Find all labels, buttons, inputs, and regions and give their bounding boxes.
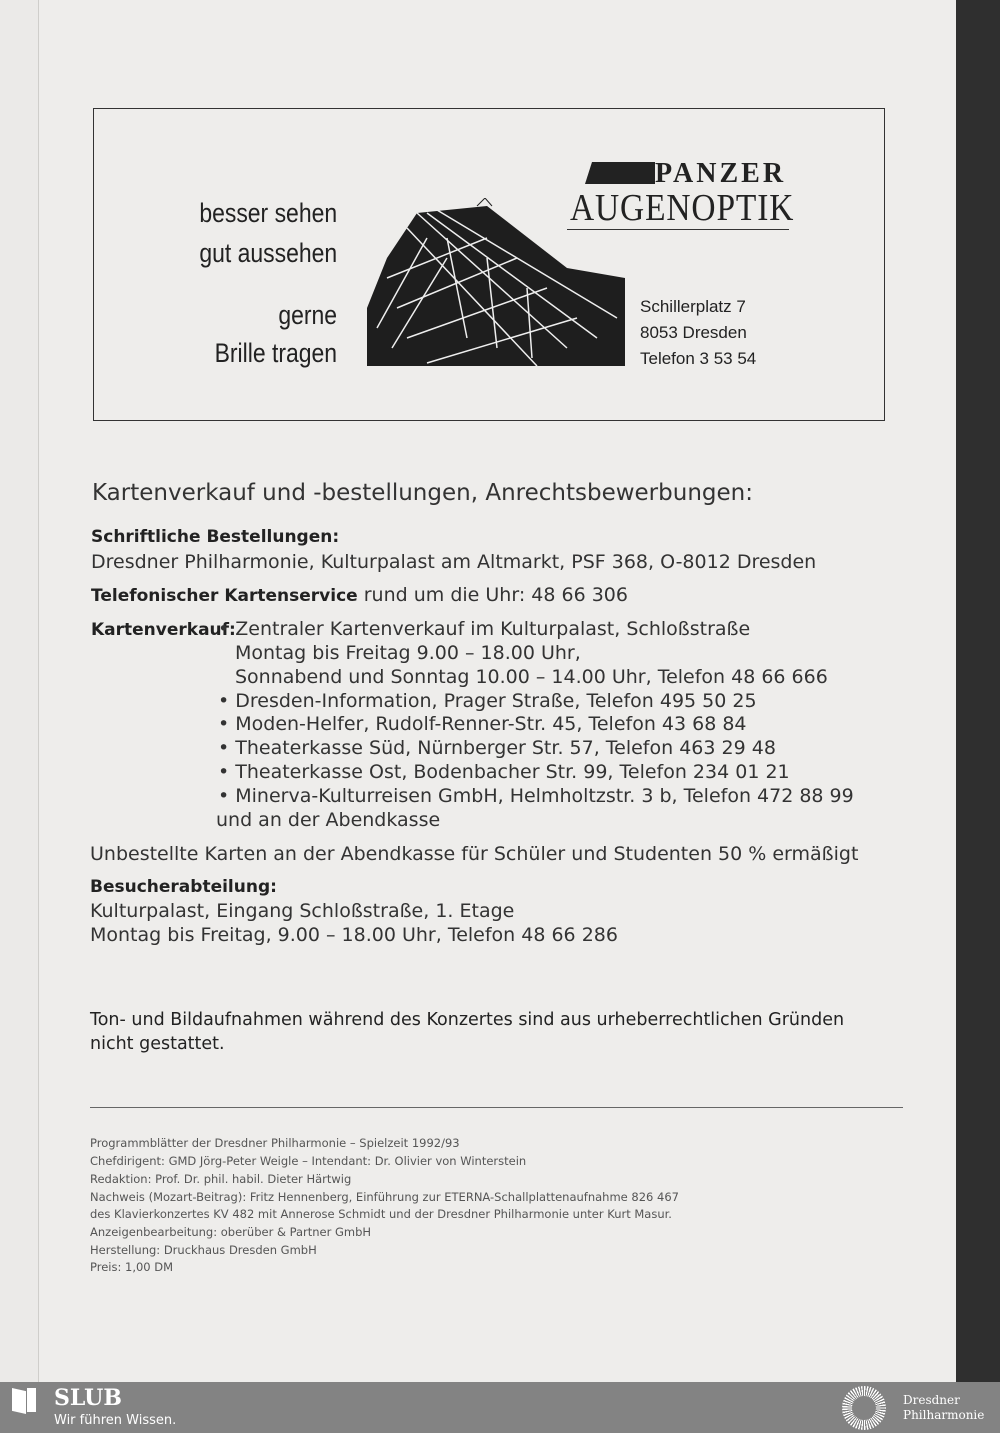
philharmonie-name[interactable]: Dresdner [903, 1393, 960, 1407]
phone-service-text: rund um die Uhr: 48 66 306 [357, 584, 628, 606]
imprint-line: des Klavierkonzertes KV 482 mit Annerose Schmidt und der Dresdner Philharmonie unter Kurt Masur. [90, 1207, 672, 1221]
brand-name-bottom: AUGENOPTIK [570, 187, 795, 229]
philharmonie-logo-icon [842, 1386, 886, 1430]
imprint-line: Herstellung: Druckhaus Dresden GmbH [90, 1243, 317, 1257]
sales-line: • Theaterkasse Süd, Nürnberger Str. 57, Telefon 463 29 48 [218, 737, 776, 759]
sales-line: • Moden-Helfer, Rudolf-Renner-Str. 45, Telefon 43 68 84 [218, 713, 747, 735]
ad-address-line: Schillerplatz 7 [640, 297, 746, 316]
ad-slogan-line: gut aussehen [199, 238, 337, 268]
imprint-line: Chefdirigent: GMD Jörg-Peter Weigle – Intendant: Dr. Olivier von Winterstein [90, 1154, 527, 1168]
sales-line: • Minerva-Kulturreisen GmbH, Helmholtzstr. 3 b, Telefon 472 88 99 [218, 785, 854, 807]
discount-note: Unbestellte Karten an der Abendkasse für Schüler und Studenten 50 % ermäßigt [90, 843, 859, 865]
divider [90, 1107, 903, 1108]
ad-slogan-line: gerne [278, 300, 337, 330]
slub-book-icon-back [27, 1388, 36, 1412]
recording-notice: Ton- und Bildaufnahmen während des Konzertes sind aus urheberrechtlichen Gründen [90, 1010, 845, 1030]
sales-label: Kartenverkauf: [91, 620, 236, 640]
sales-line: Montag bis Freitag 9.00 – 18.00 Uhr, [235, 642, 581, 664]
recording-notice: nicht gestattet. [90, 1034, 225, 1054]
phone-service [91, 584, 628, 606]
ad-slogan-line: besser sehen [199, 198, 337, 228]
sales-line: • Zentraler Kartenverkauf im Kulturpalast, Schloßstraße [218, 618, 751, 640]
visitors-line: Montag bis Freitag, 9.00 – 18.00 Uhr, Telefon 48 66 286 [90, 924, 618, 946]
written-orders-label: Schriftliche Bestellungen: [91, 527, 340, 547]
sales-line: Sonnabend und Sonntag 10.00 – 14.00 Uhr, Telefon 48 66 666 [235, 666, 828, 688]
imprint-line: Programmblätter der Dresdner Philharmonie – Spielzeit 1992/93 [90, 1136, 460, 1150]
phone-service-label: Telefonischer Kartenservice [91, 586, 358, 606]
visitors-line: Kulturpalast, Eingang Schloßstraße, 1. Etage [90, 900, 515, 922]
page-spine [0, 0, 39, 1382]
section-heading: Kartenverkauf und -bestellungen, Anrechtsbewerbungen: [92, 480, 753, 506]
brand-underline [567, 229, 789, 230]
imprint-line: Anzeigenbearbeitung: oberüber & Partner GmbH [90, 1225, 372, 1239]
brand-name-top: PANZER [655, 158, 787, 189]
written-orders-address: Dresdner Philharmonie, Kulturpalast am Altmarkt, PSF 368, O-8012 Dresden [91, 551, 817, 573]
slub-tagline: Wir führen Wissen. [54, 1413, 177, 1428]
imprint-line: Preis: 1,00 DM [90, 1260, 174, 1274]
philharmonie-name[interactable]: Philharmonie [903, 1408, 985, 1422]
ad-address-line: Telefon 3 53 54 [640, 349, 757, 368]
sales-line: • Dresden-Information, Prager Straße, Telefon 495 50 25 [218, 690, 757, 712]
visitors-label: Besucherabteilung: [90, 877, 277, 897]
sales-line: und an der Abendkasse [216, 809, 441, 831]
slub-logo-text[interactable]: SLUB [54, 1385, 122, 1411]
imprint-line: Nachweis (Mozart-Beitrag): Fritz Hennenberg, Einführung zur ETERNA-Schallplattenaufnahme 826 467 [90, 1190, 679, 1204]
brand-logo-bar [585, 162, 655, 184]
imprint-line: Redaktion: Prof. Dr. phil. habil. Dieter Härtwig [90, 1172, 352, 1186]
viewer-footer-bar [0, 1382, 1000, 1433]
sales-line: • Theaterkasse Ost, Bodenbacher Str. 99, Telefon 234 01 21 [218, 761, 790, 783]
ad-slogan-line: Brille tragen [214, 338, 337, 368]
ad-address-line: 8053 Dresden [640, 323, 747, 342]
